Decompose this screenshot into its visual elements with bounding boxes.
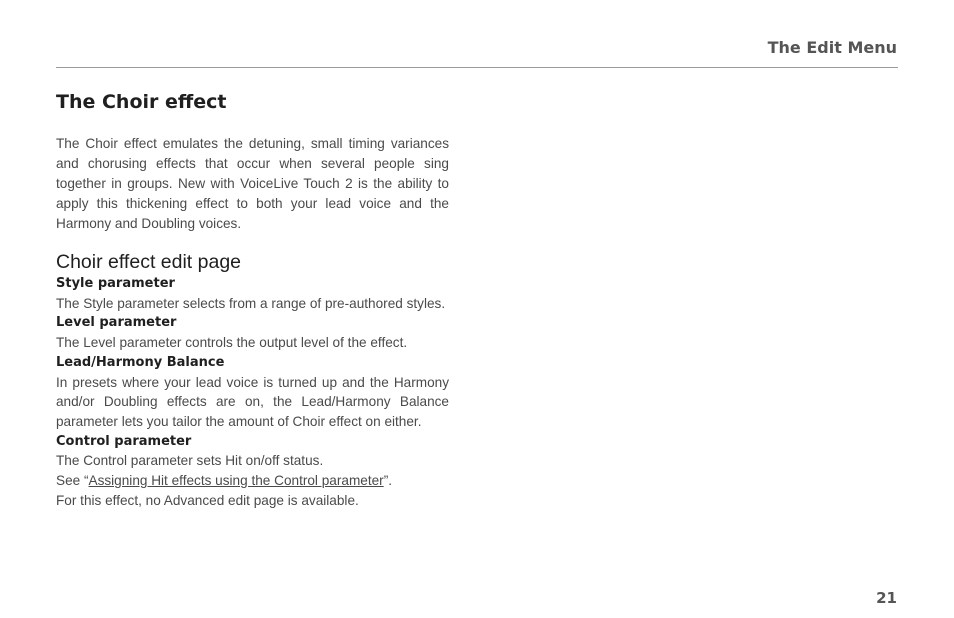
intro-paragraph: The Choir effect emulates the detuning, small timing variances and chorusing effects that occur when several people sing together in groups. New with VoiceLive Touch 2 is the ability to apply this thickening effect to both your lead voice and the Harmony and Doubling voices. [56,136,449,231]
see-reference [56,471,449,491]
balance-parameter-text: In presets where your lead voice is turned up and the Harmony and/or Doubling effects are on, the Lead/Harmony Balance parameter lets you tailor the amount of Choir effect on either. [56,374,449,429]
control-parameter-text: The Control parameter sets Hit on/off status. [56,453,324,469]
advanced-page-note: For this effect, no Advanced edit page is available. [56,492,359,508]
page-number: 21 [876,589,897,607]
style-parameter-title: Style parameter [56,276,175,291]
section-title: The Choir effect [56,91,227,113]
see-suffix: ”. [383,473,392,489]
subsection-title: Choir effect edit page [56,251,242,273]
header-rule [56,67,898,68]
style-parameter-text: The Style parameter selects from a range of pre-authored styles. [56,295,446,311]
see-prefix: See “ [56,473,89,489]
control-parameter-link[interactable]: Assigning Hit effects using the Control parameter [88,473,384,489]
balance-parameter-title: Lead/Harmony Balance [56,354,225,370]
level-parameter-text: The Level parameter controls the output level of the effect. [56,335,408,351]
control-parameter-title: Control parameter [56,433,192,449]
content-column [56,90,449,510]
running-header: The Edit Menu [767,38,897,57]
level-parameter-title: Level parameter [56,315,177,331]
